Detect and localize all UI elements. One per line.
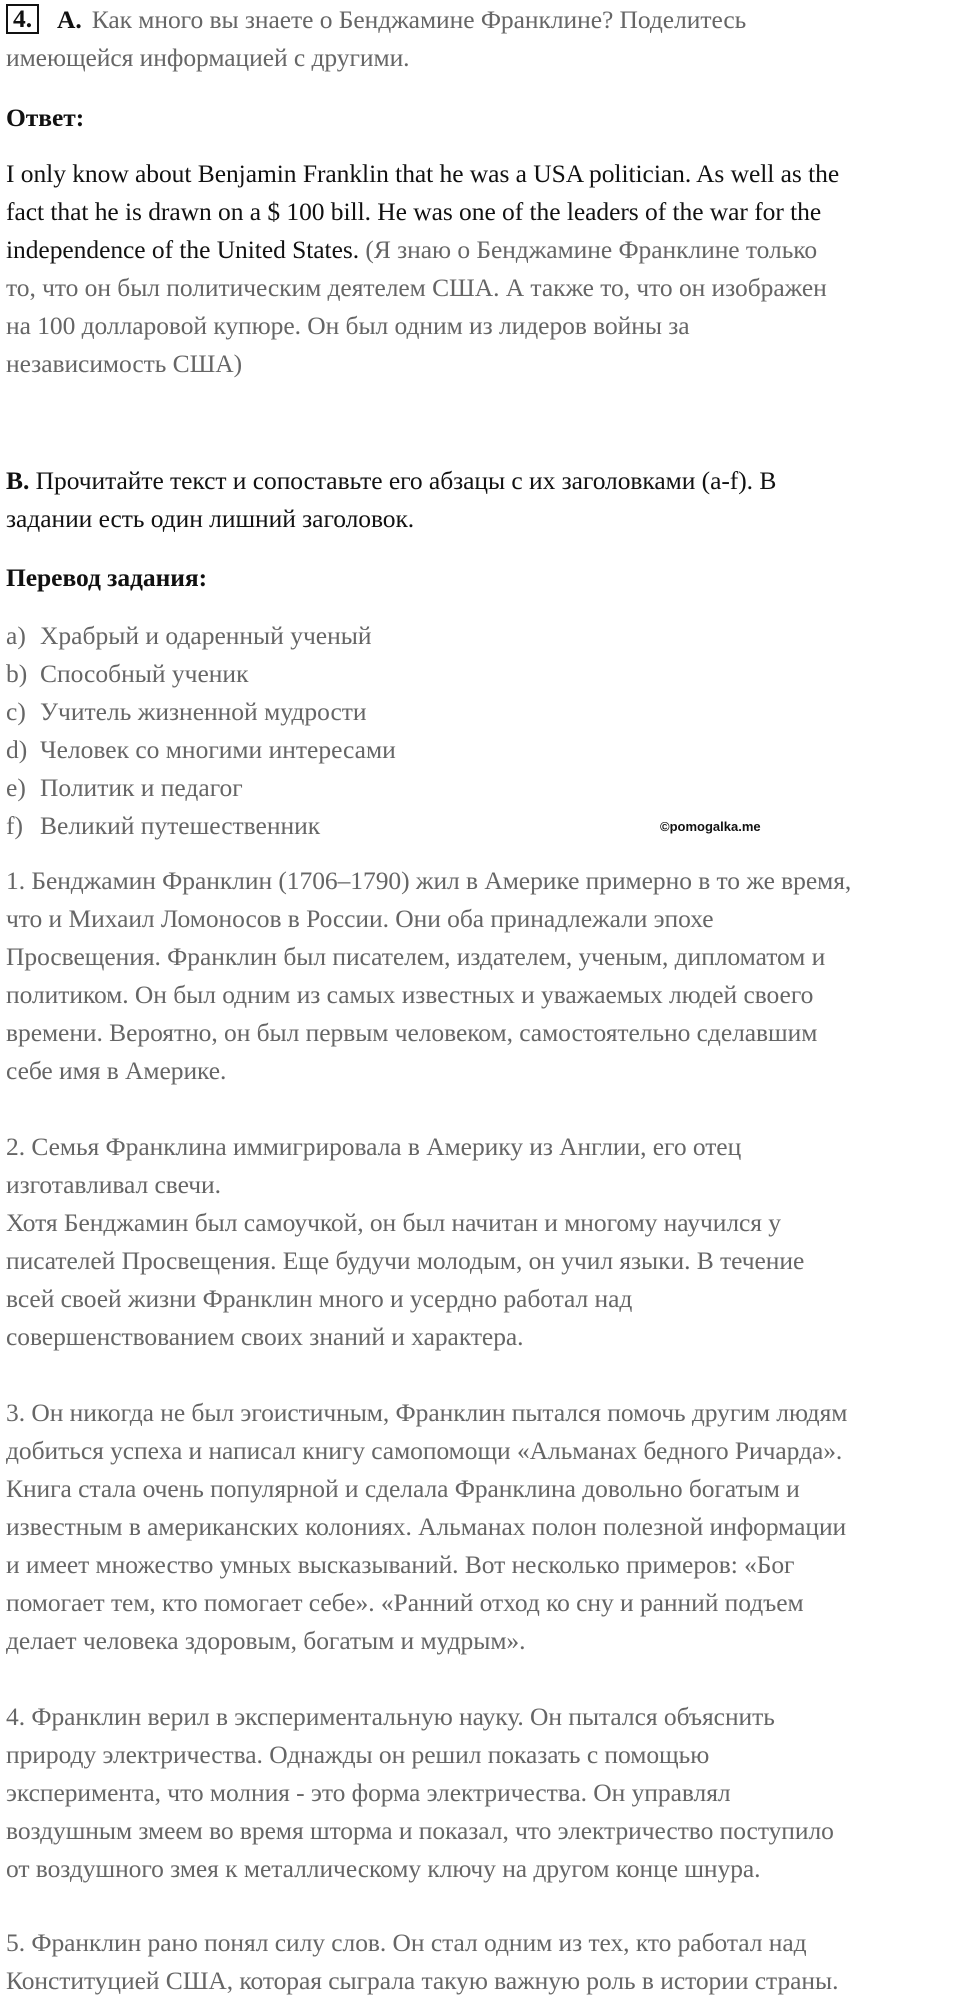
task-b-text-line1: Прочитайте текст и сопоставьте его абзацы с их заголовками (a-f). В — [35, 466, 777, 495]
paragraph-1-line: времени. Вероятно, он был первым человеком, самостоятельно сделавшим — [6, 1018, 818, 1047]
paragraph-3-line: добиться успеха и написал книгу самопомощи «Альманах бедного Ричарда». — [6, 1436, 843, 1465]
answer-russian-line2: то, что он был политическим деятелем США. А также то, что он изображен — [6, 273, 827, 302]
answer-russian-line3: на 100 долларовой купюре. Он был одним из лидеров войны за — [6, 311, 690, 340]
heading-option-b: b) Способный ученик — [6, 659, 249, 688]
answer-heading: Ответ: — [6, 103, 85, 132]
task-b-line1 — [6, 462, 776, 500]
paragraph-3-line: 3. Он никогда не был эгоистичным, Франклин пытался помочь другим людям — [6, 1398, 848, 1427]
paragraph-2-line: изготавливал свечи. — [6, 1170, 221, 1199]
paragraph-1-line: себе имя в Америке. — [6, 1056, 227, 1085]
paragraph-4-line: эксперимента, что молния - это форма электричества. Он управлял — [6, 1778, 731, 1807]
task-a-question-line1: Как много вы знаете о Бенджамине Франклине? Поделитесь — [91, 5, 747, 34]
task-b-text-line2: задании есть один лишний заголовок. — [6, 504, 415, 533]
answer-english-line2: fact that he is drawn on a $ 100 bill. He was one of the leaders of the war for the — [6, 197, 822, 226]
paragraph-1-line: что и Михаил Ломоносов в России. Они оба принадлежали эпохе — [6, 904, 714, 933]
answer-english-line1: I only know about Benjamin Franklin that he was a USA politician. As well as the — [6, 159, 840, 188]
task-b-letter: B. — [6, 466, 30, 495]
paragraph-1-line: Просвещения. Франклин был писателем, издателем, ученым, дипломатом и — [6, 942, 826, 971]
answer-english-line3: independence of the United States. — [6, 235, 360, 264]
answer-russian-line1: (Я знаю о Бенджамине Франклине только — [365, 235, 818, 264]
task-a-line1 — [6, 1, 746, 39]
paragraph-4-line: 4. Франклин верил в экспериментальную науку. Он пытался объяснить — [6, 1702, 775, 1731]
paragraph-3-line: и имеет множество умных высказываний. Вот несколько примеров: «Бог — [6, 1550, 795, 1579]
paragraph-4-line: воздушным змеем во время шторма и показал, что электричество поступило — [6, 1816, 834, 1845]
paragraph-2-line: всей своей жизни Франклин много и усердно работал над — [6, 1284, 633, 1313]
paragraph-2-line: Хотя Бенджамин был самоучкой, он был начитан и многому научился у — [6, 1208, 781, 1237]
paragraph-3-line: делает человека здоровым, богатым и мудрым». — [6, 1626, 526, 1655]
heading-option-d: d) Человек со многими интересами — [6, 735, 396, 764]
paragraph-3-line: помогает тем, кто помогает себе». «Ранний отход ко сну и ранний подъем — [6, 1588, 804, 1617]
answer-line3 — [6, 231, 817, 269]
heading-option-c: c) Учитель жизненной мудрости — [6, 697, 367, 726]
heading-option-a: a) Храбрый и одаренный ученый — [6, 621, 372, 650]
paragraph-3-line: известным в американских колониях. Альманах полон полезной информации — [6, 1512, 847, 1541]
paragraph-5-line: Конституцией США, которая сыграла такую важную роль в истории страны. — [6, 1966, 839, 1995]
paragraph-2-line: писателей Просвещения. Еще будучи молодым, он учил языки. В течение — [6, 1246, 805, 1275]
translation-heading: Перевод задания: — [6, 563, 208, 592]
task-number-box: 4. — [6, 4, 39, 34]
paragraph-2-line: совершенствованием своих знаний и характера. — [6, 1322, 524, 1351]
heading-option-f: f) Великий путешественник — [6, 811, 321, 840]
task-a-question-line2: имеющейся информацией с другими. — [6, 43, 410, 72]
heading-option-e: e) Политик и педагог — [6, 773, 243, 802]
site-watermark: ©pomogalka.me — [660, 819, 761, 834]
paragraph-3-line: Книга стала очень популярной и сделала Франклина довольно богатым и — [6, 1474, 800, 1503]
paragraph-4-line: от воздушного змея к металлическому ключу на другом конце шнура. — [6, 1854, 761, 1883]
paragraph-4-line: природу электричества. Однажды он решил показать с помощью — [6, 1740, 710, 1769]
paragraph-2-line: 2. Семья Франклина иммигрировала в Америку из Англии, его отец — [6, 1132, 742, 1161]
paragraph-1-line: политиком. Он был одним из самых известных и уважаемых людей своего — [6, 980, 814, 1009]
paragraph-5-line: 5. Франклин рано понял силу слов. Он стал одним из тех, кто работал над — [6, 1928, 807, 1957]
answer-russian-line4: независимость США) — [6, 349, 243, 378]
task-a-letter: А. — [57, 5, 82, 34]
paragraph-1-line: 1. Бенджамин Франклин (1706–1790) жил в Америке примерно в то же время, — [6, 866, 852, 895]
